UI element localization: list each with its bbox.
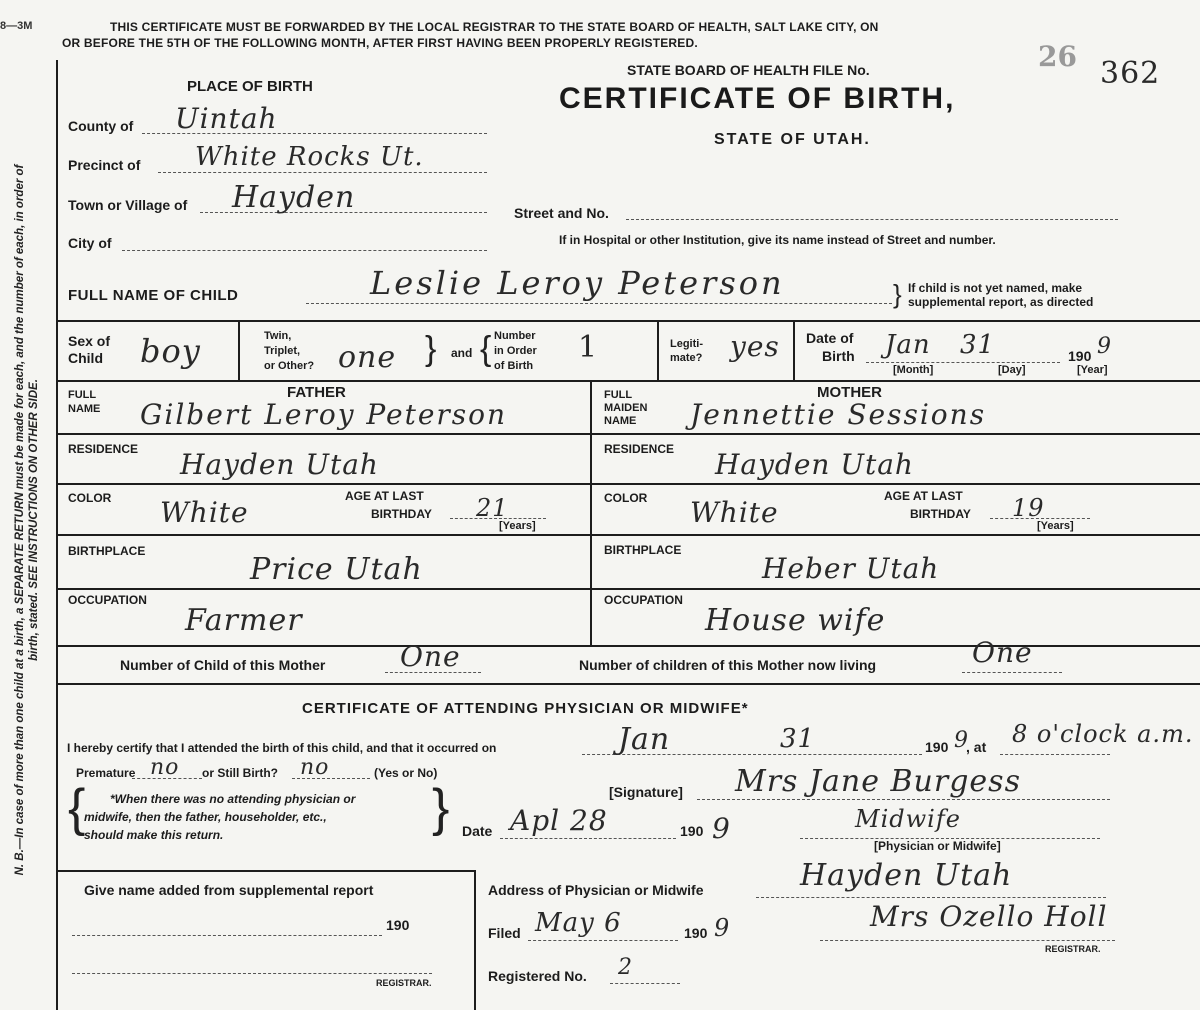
- address-value: Hayden Utah: [800, 858, 1013, 893]
- child-name-value: Leslie Leroy Peterson: [370, 264, 785, 302]
- sex-label-1: Sex of: [68, 333, 111, 349]
- dob-year-prefix: 190: [1068, 348, 1092, 364]
- file-no-label: STATE BOARD OF HEALTH FILE No.: [627, 62, 870, 78]
- child-name-line: [306, 303, 892, 304]
- living-label: Number of children of this Mother now living: [579, 657, 877, 673]
- certify-text: I hereby certify that I attended the birth of this child, and that it occurred on: [67, 741, 497, 755]
- yes-no-label: (Yes or No): [374, 766, 438, 780]
- father-color-label: COLOR: [68, 491, 112, 505]
- father-name-label-2: NAME: [68, 403, 101, 415]
- rule-father-birthplace: [56, 588, 590, 590]
- rule-mother-name: [590, 433, 1200, 435]
- mother-name-label-3: NAME: [604, 415, 637, 427]
- dob-line: [866, 362, 1060, 363]
- supplemental-line: [72, 935, 382, 936]
- rule-mother-color: [590, 534, 1200, 536]
- signature-line: [697, 799, 1110, 800]
- brace-icon: {: [480, 330, 492, 368]
- registrar-line: [820, 940, 1115, 941]
- legit-label-2: mate?: [670, 352, 703, 364]
- day-label: [Day]: [998, 364, 1026, 376]
- sex-value: boy: [140, 332, 201, 370]
- certificate-subtitle: STATE OF UTAH.: [714, 131, 871, 148]
- mother-birthplace-value: Heber Utah: [762, 552, 940, 585]
- unnamed-note-2: supplemental report, as directed: [908, 295, 1094, 309]
- brace-icon: }: [425, 330, 437, 368]
- legit-label-1: Legiti-: [670, 338, 703, 350]
- rule-mother-birthplace: [590, 588, 1200, 590]
- legit-value: yes: [730, 330, 780, 363]
- rule-legit-divider: [793, 320, 795, 380]
- num-child-label: Number of Child of this Mother: [120, 657, 326, 673]
- supplemental-year: 190: [386, 917, 410, 933]
- dob-year-suffix: 9: [1097, 334, 1112, 359]
- father-age-value: 21: [476, 494, 509, 522]
- registered-no-value: 2: [618, 955, 633, 980]
- year-label: [Year]: [1077, 364, 1108, 376]
- rule-parents-top: [56, 380, 1200, 382]
- attend-year-suffix: 9: [954, 728, 969, 753]
- supplemental-label: Give name added from supplemental report: [84, 882, 374, 898]
- father-birthplace-label: BIRTHPLACE: [68, 544, 146, 558]
- supplemental-registrar-line: [72, 973, 432, 974]
- city-line: [122, 250, 487, 251]
- filed-year-prefix: 190: [684, 925, 708, 941]
- sex-label-2: Child: [68, 350, 103, 366]
- place-of-birth-heading: PLACE OF BIRTH: [187, 78, 313, 95]
- town-label: Town or Village of: [68, 197, 188, 213]
- registrar-label-right: REGISTRAR.: [1045, 944, 1101, 954]
- rule-father-residence: [56, 483, 590, 485]
- role-label: [Physician or Midwife]: [874, 839, 1001, 853]
- premature-label: Premature: [76, 766, 136, 780]
- dob-month: Jan: [885, 330, 931, 360]
- order-value: 1: [578, 330, 599, 365]
- mother-name-value: Jennettie Sessions: [690, 398, 987, 431]
- twin-label-3: or Other?: [264, 360, 315, 372]
- father-occupation-value: Farmer: [185, 603, 303, 638]
- father-residence-label: RESIDENCE: [68, 442, 139, 456]
- dob-label-1: Date of: [806, 330, 854, 346]
- mother-heading: MOTHER: [817, 384, 882, 401]
- living-line: [962, 672, 1062, 673]
- registrar-label-left: REGISTRAR.: [376, 978, 432, 988]
- rule-child-top: [56, 320, 1200, 322]
- child-name-label: FULL NAME OF CHILD: [68, 287, 239, 304]
- living-value: One: [972, 636, 1033, 669]
- registrar-signature: Mrs Ozello Holl: [870, 900, 1108, 933]
- mother-age-label-1: AGE AT LAST: [884, 489, 963, 503]
- father-occupation-label: OCCUPATION: [68, 593, 147, 607]
- date-label: Date: [462, 823, 493, 839]
- notice-line-2: OR BEFORE THE 5TH OF THE FOLLOWING MONTH, AFTER FIRST HAVING BEEN PROPERLY REGISTERED.: [62, 36, 698, 50]
- mother-age-label-2: BIRTHDAY: [910, 507, 971, 521]
- footnote-line-2: midwife, then the father, householder, etc.,: [84, 810, 327, 824]
- registered-no-line: [610, 983, 680, 984]
- premature-value: no: [150, 755, 180, 780]
- father-name-label-1: FULL: [68, 389, 97, 401]
- rule-father-color: [56, 534, 590, 536]
- rule-father-name: [56, 433, 590, 435]
- street-line: [626, 219, 1118, 220]
- role-value: Midwife: [855, 805, 961, 833]
- order-label-2: in Order: [494, 345, 537, 357]
- father-name-value: Gilbert Leroy Peterson: [140, 398, 508, 431]
- order-label-1: Number: [494, 330, 536, 342]
- dob-label-2: Birth: [822, 348, 855, 364]
- signed-year-prefix: 190: [680, 823, 704, 839]
- attend-month-value: Jan: [618, 722, 671, 757]
- mother-years-label: [Years]: [1037, 520, 1074, 532]
- num-child-value: One: [400, 640, 461, 673]
- father-residence-value: Hayden Utah: [180, 448, 379, 481]
- month-label: [Month]: [893, 364, 934, 376]
- rule-sex-divider: [238, 320, 240, 380]
- at-label: , at: [966, 739, 987, 755]
- rule-parents-divider: [590, 380, 592, 645]
- signature-value: Mrs Jane Burgess: [735, 764, 1021, 799]
- file-no-handwritten: 362: [1100, 56, 1161, 91]
- attend-time-line: [1000, 754, 1110, 755]
- attend-time-value: 8 o'clock a.m.: [1012, 720, 1194, 748]
- father-color-value: White: [160, 496, 249, 529]
- rule-order-divider: [657, 320, 659, 380]
- county-value: Uintah: [175, 102, 278, 135]
- mother-color-label: COLOR: [604, 491, 648, 505]
- town-value: Hayden: [232, 180, 356, 215]
- street-label: Street and No.: [514, 205, 609, 221]
- dob-day: 31: [960, 330, 996, 360]
- mother-birthplace-label: BIRTHPLACE: [604, 543, 682, 557]
- father-age-label-2: BIRTHDAY: [371, 507, 432, 521]
- rule-mother-residence: [590, 483, 1200, 485]
- brace-icon: {: [68, 779, 86, 837]
- address-line: [756, 897, 1106, 898]
- certificate-title: CERTIFICATE OF BIRTH,: [559, 82, 956, 115]
- brace-icon: }: [432, 779, 450, 837]
- city-label: City of: [68, 235, 112, 251]
- footnote-line-3: should make this return.: [84, 828, 224, 842]
- mother-name-label-1: FULL: [604, 389, 633, 401]
- still-birth-label: or Still Birth?: [202, 766, 278, 780]
- order-label-3: of Birth: [494, 360, 534, 372]
- precinct-value: White Rocks Ut.: [195, 142, 424, 172]
- notice-line-1: THIS CERTIFICATE MUST BE FORWARDED BY THE LOCAL REGISTRAR TO THE STATE BOARD OF HEALTH, SALT LAKE CITY, ON: [110, 20, 879, 34]
- twin-label-2: Triplet,: [264, 345, 301, 357]
- registered-no-label: Registered No.: [488, 968, 587, 984]
- brace-icon: }: [893, 279, 902, 309]
- attend-day-value: 31: [780, 724, 816, 754]
- precinct-label: Precinct of: [68, 157, 141, 173]
- signed-date-line: [500, 838, 676, 839]
- mother-name-label-2: MAIDEN: [604, 402, 648, 414]
- footnote-line-1: *When there was no attending physician or: [110, 792, 356, 806]
- mother-occupation-label: OCCUPATION: [604, 593, 683, 607]
- filed-year-suffix: 9: [714, 914, 731, 942]
- twin-value: one: [338, 340, 397, 375]
- father-birthplace-value: Price Utah: [250, 552, 423, 587]
- mother-occupation-value: House wife: [705, 603, 886, 638]
- county-label: County of: [68, 118, 134, 134]
- filed-value: May 6: [535, 908, 622, 938]
- hospital-note: If in Hospital or other Institution, give its name instead of Street and number.: [559, 233, 996, 247]
- father-heading: FATHER: [287, 384, 346, 401]
- form-code: 8—3M: [0, 20, 33, 32]
- father-age-label-1: AGE AT LAST: [345, 489, 424, 503]
- attend-year-prefix: 190: [925, 739, 949, 755]
- mother-residence-value: Hayden Utah: [715, 448, 914, 481]
- signature-label: [Signature]: [609, 784, 683, 800]
- rule-supplemental-right: [474, 870, 476, 1010]
- side-note: N. B.—In case of more than one child at a birth, a SEPARATE RETURN must be made for each, and the number of each, in order of birth, stated. SEE INSTRUCTIONS ON OTHER SIDE.: [14, 164, 40, 876]
- signed-year-suffix: 9: [712, 812, 731, 845]
- address-label: Address of Physician or Midwife: [488, 882, 704, 898]
- precinct-line: [158, 172, 487, 173]
- father-years-label: [Years]: [499, 520, 536, 532]
- signed-date-value: Apl 28: [510, 804, 608, 837]
- still-birth-value: no: [300, 755, 330, 780]
- and-label: and: [451, 346, 473, 360]
- mother-residence-label: RESIDENCE: [604, 442, 675, 456]
- filed-label: Filed: [488, 925, 521, 941]
- mother-color-value: White: [690, 496, 779, 529]
- file-no-stamp: 26: [1038, 40, 1077, 73]
- attendant-heading: CERTIFICATE OF ATTENDING PHYSICIAN OR MIDWIFE*: [302, 700, 749, 717]
- rule-supplemental-top: [56, 870, 474, 872]
- unnamed-note-1: If child is not yet named, make: [908, 281, 1083, 295]
- twin-label-1: Twin,: [264, 330, 292, 342]
- filed-line: [528, 940, 678, 941]
- mother-age-value: 19: [1012, 494, 1045, 522]
- rule-attendant-top: [56, 683, 1200, 685]
